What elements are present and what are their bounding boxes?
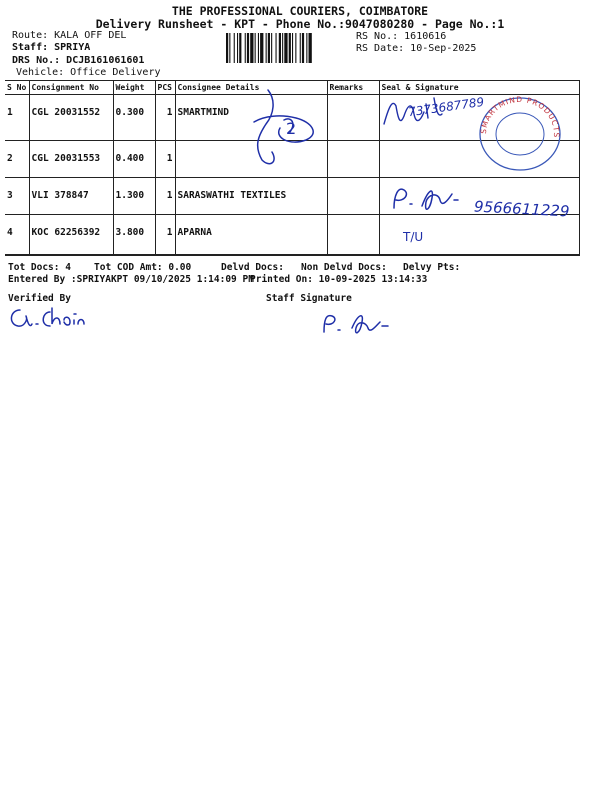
col-seal-signature: Seal & Signature [379, 81, 580, 95]
cell-consignee: SARASWATHI TEXTILES [175, 178, 327, 215]
receiver-signature-row3 [388, 180, 478, 216]
rs-date: RS Date: 10-Sep-2025 [356, 43, 477, 54]
verified-by-label: Verified By [8, 293, 71, 304]
cell-consignment: KOC 62256392 [29, 215, 113, 255]
route-label: Route: KALA OFF DEL [12, 30, 127, 41]
col-pcs: PCS [155, 81, 175, 95]
cell-weight: 0.400 [113, 141, 155, 178]
cell-pcs: 1 [155, 141, 175, 178]
handwritten-note-row4: T/U [403, 230, 424, 244]
handwritten-phone-row1: 7373687789 [407, 94, 485, 120]
staff-signature [318, 308, 398, 338]
vehicle-label: Vehicle: Office Delivery [16, 67, 161, 78]
svg-text:2: 2 [286, 119, 297, 138]
cell-sno: 3 [7, 190, 13, 201]
staff-signature-label: Staff Signature [266, 293, 352, 304]
drs-number: DRS No.: DCJB161061601 [12, 55, 145, 66]
cell-consignee: APARNA [175, 215, 327, 255]
company-title: THE PROFESSIONAL COURIERS, COIMBATORE [171, 4, 429, 18]
cell-pcs: 1 [155, 178, 175, 215]
entered-by: Entered By :SPRIYAKPT 09/10/2025 1:14:09 PM [8, 274, 254, 285]
cell-remarks [327, 95, 379, 141]
rs-number: RS No.: 1610616 [356, 31, 447, 42]
cell-weight: 3.800 [113, 215, 155, 255]
handwritten-phone-row3: 9566611229 [473, 197, 570, 221]
delivered-docs: Delvd Docs: [221, 262, 284, 273]
table-row [5, 215, 580, 255]
company-seal-stamp [474, 94, 566, 174]
cell-consignment: CGL 20031552 [29, 95, 113, 141]
cell-sno: 4 [7, 227, 13, 238]
col-remarks: Remarks [327, 81, 379, 95]
cell-consignment: VLI 378847 [29, 178, 113, 215]
cell-remarks [327, 178, 379, 215]
cell-pcs: 1 [155, 95, 175, 141]
handwritten-scribble [240, 86, 330, 170]
cell-sno: 2 [7, 153, 13, 164]
non-delivered-docs: Non Delvd Docs: [301, 262, 387, 273]
col-consignment: Consignment No [29, 81, 113, 95]
cell-remarks [327, 215, 379, 255]
printed-on: Printed On: 10-09-2025 13:14:33 [250, 274, 428, 285]
svg-text:SMARTMIND PRODUCTS: SMARTMIND PRODUCTS [478, 94, 562, 139]
cell-remarks [327, 141, 379, 178]
total-docs: Tot Docs: 4 [8, 262, 71, 273]
total-cod-amount: Tot COD Amt: 0.00 [94, 262, 192, 273]
col-consignee: Consignee Details [175, 81, 327, 95]
col-weight: Weight [113, 81, 155, 95]
runsheet-subtitle: Delivery Runsheet - KPT - Phone No.:9047080280 - Page No.:1 [95, 17, 505, 31]
cell-weight: 0.300 [113, 95, 155, 141]
cell-sno: 1 [7, 107, 13, 118]
cell-weight: 1.300 [113, 178, 155, 215]
cell-pcs: 1 [155, 215, 175, 255]
barcode-image [226, 33, 352, 63]
cell-consignee: SMARTMIND [175, 95, 327, 141]
verified-by-signature [6, 302, 92, 332]
cell-consignment: CGL 20031553 [29, 141, 113, 178]
staff-label: Staff: SPRIYA [12, 42, 91, 53]
delivery-points: Delvy Pts: [403, 262, 461, 273]
col-sno: S No [5, 81, 29, 95]
